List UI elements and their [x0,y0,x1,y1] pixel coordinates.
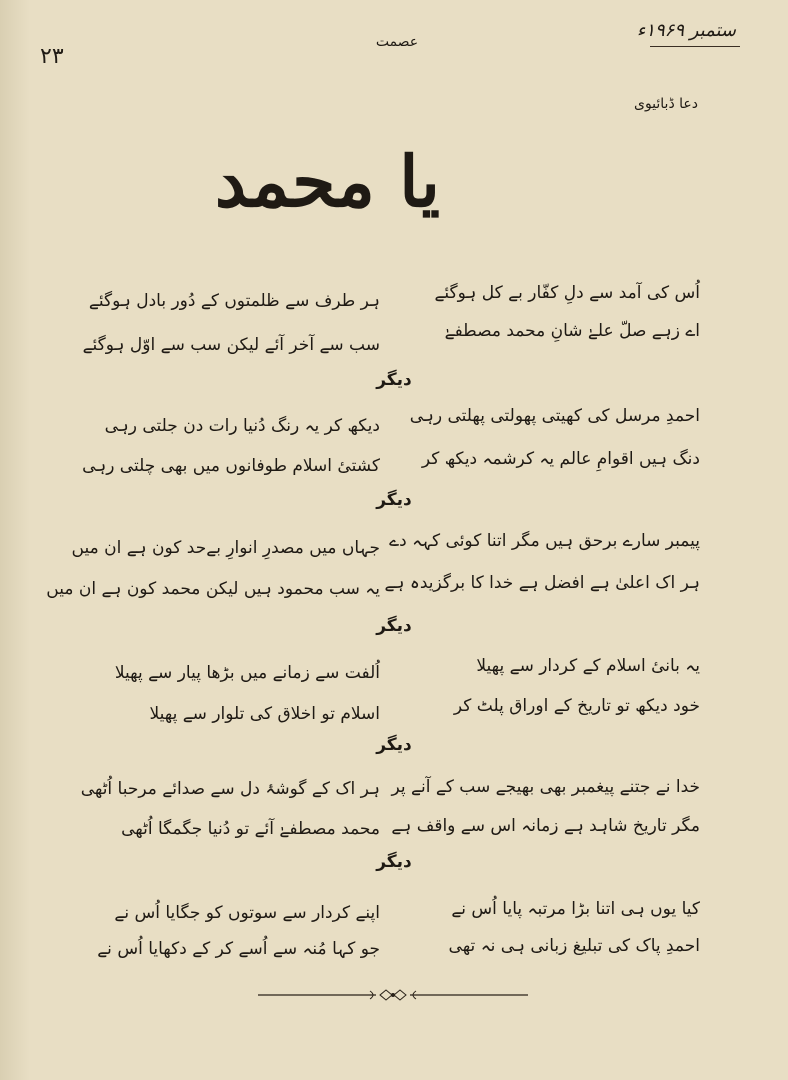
section-heading: دیگر [376,370,412,390]
date-underline [650,46,740,47]
verse-line: دنگ ہیں اقوامِ عالم یہ کرشمہ دیکھ کر [421,449,700,469]
issue-date: ستمبر ۱۹۶۹ء [636,20,736,41]
page-edge-shadow [0,0,30,1080]
verse-line: جہاں میں مصدرِ انوارِ بےحد کون ہے ان میں [71,538,380,558]
verse-line: احمدِ پاک کی تبلیغ زبانی ہی نہ تھی [448,936,700,956]
verse-line: ہر طرف سے ظلمتوں کے دُور بادل ہوگئے [88,291,380,311]
verse-line: احمدِ مرسل کی کھیتی پھولتی پھلتی رہی [409,406,700,426]
verse-line: اُس کی آمد سے دلِ کفّار بے کل ہوگئے [434,283,700,303]
verse-line: دیکھ کر یہ رنگ دُنیا رات دن جلتی رہی [104,416,380,436]
author-name: دعا ڈبائیوی [633,96,698,112]
verse-line: یہ بانیٔ اسلام کے کردار سے پھیلا [476,656,700,676]
verse-line: خود دیکھ تو تاریخ کے اوراق پلٹ کر [453,696,700,716]
verse-line: کیا یوں ہی اتنا بڑا مرتبہ پایا اُس نے [451,899,700,919]
verse-line: ہر اک اعلیٰ ہے افضل ہے خدا کا برگزیدہ ہے [384,573,700,593]
verse-line: محمد مصطفےٰ آئے تو دُنیا جگمگا اُٹھی [121,819,380,839]
verse-line: اے زہے صلّ علےٰ شانِ محمد مصطفےٰ [444,321,700,341]
section-heading: دیگر [376,852,412,872]
verse-line: خدا نے جتنے پیغمبر بھی بھیجے سب کے آنے پر [391,777,700,797]
verse-line: یہ سب محمود ہیں لیکن محمد کون ہے ان میں [46,579,380,599]
section-heading: دیگر [376,490,412,510]
verse-line: سب سے آخر آئے لیکن سب سے اوّل ہوگئے [82,335,380,355]
verse-line: اُلفت سے زمانے میں بڑھا پیار سے پھیلا [114,663,380,683]
verse-line: اپنے کردار سے سوتوں کو جگایا اُس نے [114,903,380,923]
verse-line: جو کہا مُنہ سے اُسے کر کے دکھایا اُس نے [97,939,380,959]
verse-line: پیمبر سارے برحق ہیں مگر اتنا کوئی کہہ دے [389,531,700,551]
ornamental-divider [258,988,528,1002]
verse-line: مگر تاریخ شاہد ہے زمانہ اس سے واقف ہے [391,816,700,836]
page-number: ۲۳ [40,44,64,69]
section-heading: دیگر [376,735,412,755]
magazine-name: عصمت [375,34,419,50]
verse-line: کشتیٔ اسلام طوفانوں میں بھی چلتی رہی [82,456,380,476]
section-heading: دیگر [376,616,412,636]
verse-line: اسلام تو اخلاق کی تلوار سے پھیلا [149,704,380,724]
poem-title: یا محمد [214,140,440,223]
verse-line: ہر اک کے گوشۂ دل سے صدائے مرحبا اُٹھی [80,779,380,799]
